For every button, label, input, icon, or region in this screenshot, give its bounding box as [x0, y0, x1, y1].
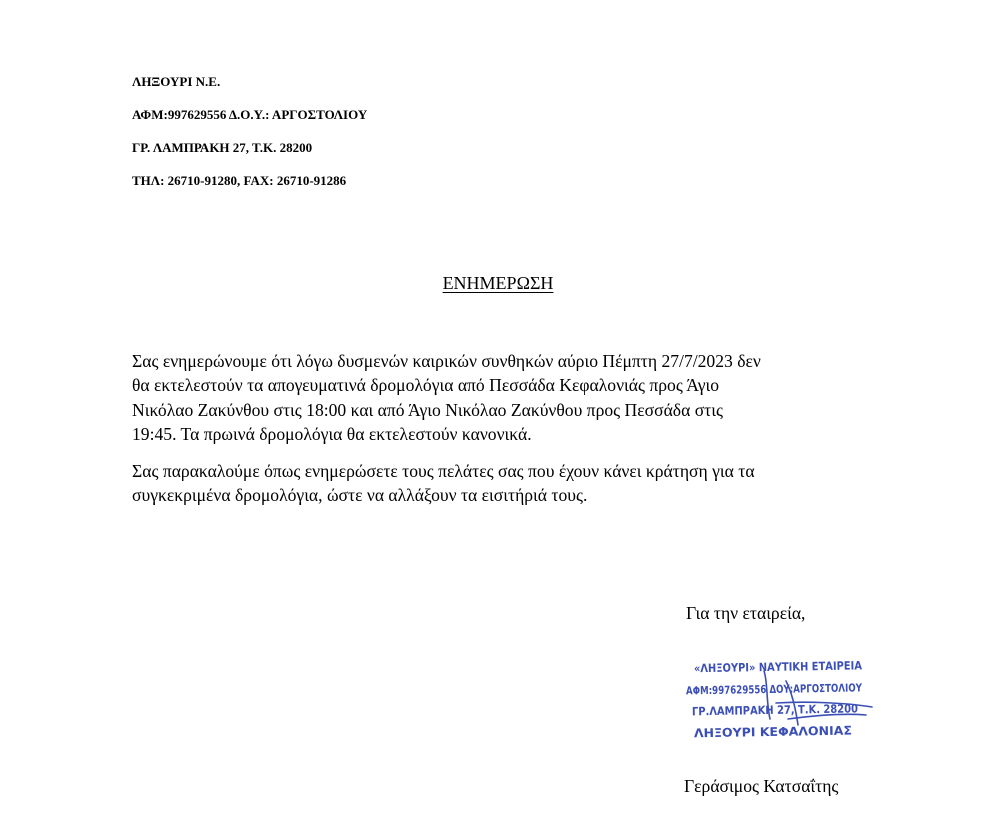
closing-salutation: Για την εταιρεία, — [686, 603, 806, 623]
paragraph-1-line: 19:45. Τα πρωινά δρομολόγια θα εκτελεστούν κανονικά. — [132, 423, 532, 444]
company-name: ΛΗΞΟΥΡΙ Ν.Ε. — [132, 74, 221, 89]
notice-body — [132, 349, 862, 508]
company-phone-fax: ΤΗΛ: 26710-91280, FAX: 26710-91286 — [132, 173, 347, 188]
signatory-name: Γεράσιμος Κατσαΐτης — [684, 776, 839, 796]
paragraph-2-line: συγκεκριμένα δρομολόγια, ώστε να αλλάξουν τα εισιτήριά τους. — [132, 485, 588, 506]
signature-scribble — [764, 671, 872, 725]
paragraph-2-line: Σας παρακαλούμε όπως ενημερώσετε τους πελάτες σας που έχουν κάνει κράτηση για τα — [132, 461, 755, 482]
body-paragraph-2 — [132, 459, 862, 508]
stamp-line-1: «ΛΗΞΟΥΡΙ» ΝΑΥΤΙΚΗ ΕΤΑΙΡΕΙΑ — [693, 657, 890, 676]
body-paragraph-1 — [132, 349, 862, 446]
notice-title: ΕΝΗΜΕΡΩΣΗ — [442, 273, 554, 293]
letterhead — [132, 74, 367, 206]
paragraph-1-line: θα εκτελεστούν τα απογευματινά δρομολόγια από Πεσσάδα Κεφαλονιάς προς Άγιο — [132, 375, 720, 396]
paragraph-1-line: Νικόλαο Ζακύνθου στις 18:00 και από Άγιο Νικόλαο Ζακύνθου προς Πεσσάδα στις — [132, 399, 723, 420]
stamp-line-4: ΛΗΞΟΥΡΙ ΚΕΦΑΛΟΝΙΑΣ — [693, 723, 846, 741]
stamp-graphic — [668, 641, 910, 747]
stamp-line-3: ΓΡ.ΛΑΜΠΡΑΚΗ 27, Τ.Κ. 28200 — [691, 700, 885, 719]
notice-title-wrapper — [0, 272, 996, 294]
company-stamp — [668, 641, 910, 747]
stamp-line-2: ΑΦΜ:997629556 ΔΟΥ:ΑΡΓΟΣΤΟΛΙΟΥ — [685, 680, 910, 698]
company-tax-info: ΑΦΜ:997629556 Δ.Ο.Υ.: ΑΡΓΟΣΤΟΛΙΟΥ — [132, 107, 368, 122]
paragraph-1-line: Σας ενημερώνουμε ότι λόγω δυσμενών καιρικών συνθηκών αύριο Πέμπτη 27/7/2023 δεν — [132, 351, 761, 371]
company-address: ΓΡ. ΛΑΜΠΡΑΚΗ 27, Τ.Κ. 28200 — [132, 140, 313, 155]
